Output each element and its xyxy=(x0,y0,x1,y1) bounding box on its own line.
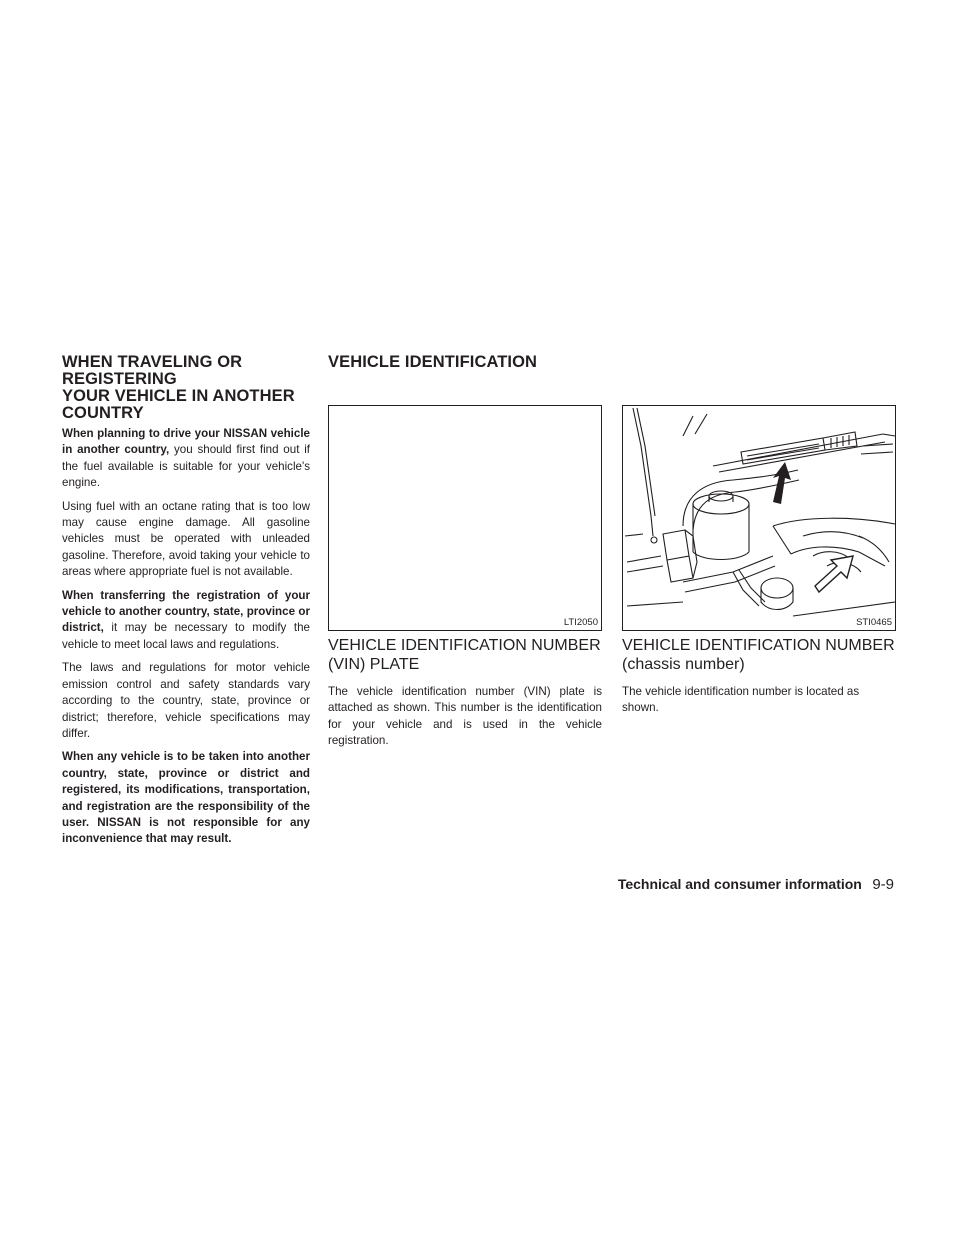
paragraph-bold-lead: When transferring the registration of your vehicle to another country, state, province or district, xyxy=(62,588,310,635)
paragraph-transferring xyxy=(62,588,310,654)
arrow-icon xyxy=(773,462,791,504)
section-heading-vehicle-identification: VEHICLE IDENTIFICATION xyxy=(328,353,538,371)
chassis-number-heading xyxy=(622,636,896,674)
vin-plate-section xyxy=(328,636,602,757)
engine-bay-illustration xyxy=(623,406,895,630)
paragraph-planning xyxy=(62,426,310,492)
heading-line: YOUR VEHICLE IN ANOTHER xyxy=(62,387,295,405)
heading-line: COUNTRY xyxy=(62,404,144,422)
figure-vin-plate xyxy=(328,405,602,631)
heading-line: VEHICLE IDENTIFICATION NUMBER xyxy=(622,637,895,654)
chassis-number-text: The vehicle identification number is located as shown. xyxy=(622,685,860,715)
paragraph-laws: The laws and regulations for motor vehicle emission control and safety standards vary according to the country, state, province or district; therefore, vehicle specifications may differ. xyxy=(62,661,310,740)
paragraph-octane: Using fuel with an octane rating that is too low may cause engine damage. All gasoline vehicles must be operated with unleaded gasoline. Therefore, avoid taking your vehicle to areas where appropriate fuel is not available. xyxy=(62,499,310,579)
heading-line: (chassis number) xyxy=(622,656,745,673)
footer-title: Technical and consumer information xyxy=(617,876,862,892)
outline-arrow-icon xyxy=(815,556,853,592)
paragraph-text: you should first find out if the fuel available is suitable for your vehicle's engine. xyxy=(62,443,310,490)
vin-plate-text: The vehicle identification number (VIN) plate is attached as shown. This number is the identification for your vehicle and is used in the vehicle registration. xyxy=(328,685,602,748)
figure-label: STI0465 xyxy=(856,617,892,628)
page-footer xyxy=(618,876,894,894)
page-number: 9-9 xyxy=(872,876,894,893)
paragraph-text: it may be necessary to modify the vehicle to meet local laws and regulations. xyxy=(62,621,310,651)
chassis-number-section xyxy=(622,636,896,724)
heading-line: VEHICLE IDENTIFICATION NUMBER xyxy=(328,637,601,654)
heading-line: WHEN TRAVELING OR REGISTERING xyxy=(62,353,243,388)
figure-chassis-number xyxy=(622,405,896,631)
section-heading-traveling xyxy=(62,354,310,422)
left-column xyxy=(62,354,310,855)
paragraph-responsibility: When any vehicle is to be taken into another country, state, province or district and registered, its modifications, transportation, and registration are the responsibility of the user. NISSAN is not responsible for any inconvenience that may result. xyxy=(62,750,310,846)
figure-label: LTI2050 xyxy=(563,617,598,628)
vin-plate-heading xyxy=(328,636,602,674)
heading-line: (VIN) PLATE xyxy=(328,656,420,673)
paragraph-bold-lead: When planning to drive your NISSAN vehicle in another country, xyxy=(62,427,310,457)
